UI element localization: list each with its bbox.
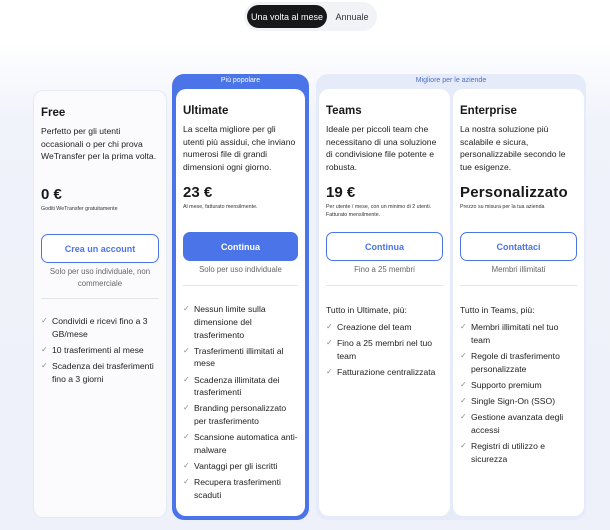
feature-text: Single Sign-On (SSO) — [471, 395, 556, 406]
plan-name: Free — [41, 107, 66, 119]
check-icon: ✓ — [460, 379, 467, 389]
continue-button[interactable]: Continua — [326, 232, 443, 261]
business-banner: Migliore per le aziende — [415, 77, 487, 84]
feature-text: Fino a 25 membri nel tuo team — [337, 338, 433, 361]
price-note: Goditi WeTransfer gratuitamente — [41, 206, 118, 212]
feature-item — [326, 337, 443, 363]
plan-price: 0 € — [41, 186, 62, 203]
feature-item — [183, 431, 298, 457]
popular-banner: Più popolare — [220, 77, 261, 84]
feature-item — [460, 379, 577, 392]
contact-button[interactable]: Contattaci — [460, 232, 577, 261]
monthly-option[interactable]: Una volta al mese — [247, 5, 327, 28]
feature-item — [460, 440, 577, 466]
check-icon: ✓ — [183, 461, 190, 471]
feature-item — [460, 411, 577, 437]
plan-price: Personalizzato — [460, 184, 568, 201]
check-icon: ✓ — [183, 403, 190, 413]
plan-name: Enterprise — [460, 105, 517, 117]
divider — [41, 298, 159, 299]
feature-text: Creazione del team — [337, 322, 412, 332]
check-icon: ✓ — [41, 360, 48, 370]
features-intro: Tutto in Ultimate, più: — [326, 305, 407, 315]
feature-list — [460, 321, 577, 469]
feature-text: Nessun limite sulla dimensione del trasferimento — [194, 304, 266, 340]
plan-description: La nostra soluzione più scalabile e sicura, personalizzabile secondo le tue esigenze. — [460, 124, 566, 172]
feature-text: 10 trasferimenti al mese — [52, 344, 144, 355]
feature-text: Registri di utilizzo e sicurezza — [471, 440, 546, 464]
feature-text: Trasferimenti illimitati al mese — [194, 345, 284, 369]
check-icon: ✓ — [183, 432, 190, 442]
check-icon: ✓ — [460, 411, 467, 421]
divider — [460, 285, 577, 286]
feature-text: Branding personalizzato per trasferimento — [194, 403, 287, 427]
plan-description: Perfetto per gli utenti occasionali o per chi prova WeTransfer per la prima volta. — [41, 126, 157, 162]
feature-item — [41, 344, 159, 357]
plan-description: Ideale per piccoli team che necessitano di una soluzione di condivisione file potente e robusta. — [326, 124, 437, 172]
plan-name: Ultimate — [183, 105, 229, 117]
feature-text: Supporto premium — [471, 379, 542, 390]
price-note: Prezzo su misura per la tua azienda — [460, 204, 545, 210]
plan-name: Teams — [326, 105, 362, 117]
plan-description: La scelta migliore per gli utenti più assidui, che inviano numerosi file di grandi dimensioni ogni giorno. — [183, 124, 296, 172]
create-account-button[interactable]: Crea un account — [41, 234, 159, 263]
plan-card-teams — [319, 89, 450, 516]
divider — [183, 285, 298, 286]
annual-option[interactable]: Annuale — [335, 11, 369, 22]
plan-subtext: Solo per uso individuale, non commerciale — [49, 267, 151, 288]
feature-item — [326, 366, 443, 379]
feature-list — [183, 303, 298, 505]
price-note: Per utente / mese, con un minimo di 2 utenti. Fatturato mensilmente. — [326, 204, 432, 218]
plan-subtext: Fino a 25 membri — [354, 265, 415, 274]
check-icon: ✓ — [460, 440, 467, 450]
feature-text: Vantaggi per gli iscritti — [194, 461, 278, 472]
feature-item — [326, 321, 443, 334]
feature-list — [41, 315, 159, 389]
feature-text: Fatturazione centralizzata — [337, 366, 436, 377]
continue-button[interactable]: Continua — [183, 232, 298, 261]
check-icon: ✓ — [183, 304, 190, 313]
check-icon: ✓ — [183, 374, 190, 384]
feature-text: Membri illimitati nel tuo team — [471, 322, 559, 345]
feature-item — [183, 460, 298, 473]
check-icon: ✓ — [460, 395, 467, 405]
feature-item — [183, 402, 298, 428]
check-icon: ✓ — [460, 322, 467, 331]
check-icon: ✓ — [326, 338, 333, 348]
check-icon: ✓ — [460, 350, 467, 360]
plan-card-free — [33, 90, 167, 518]
feature-text: Regole di trasferimento personalizzate — [471, 350, 560, 374]
check-icon: ✓ — [183, 477, 190, 487]
feature-item — [183, 476, 298, 502]
check-icon: ✓ — [326, 322, 333, 331]
feature-text: Condividi e ricevi fino a 3 GB/mese — [52, 316, 148, 339]
plan-card-enterprise — [453, 89, 584, 516]
feature-text: Scadenza illimitata dei trasferimenti — [194, 374, 280, 398]
features-intro: Tutto in Teams, più: — [460, 305, 535, 315]
check-icon: ✓ — [183, 345, 190, 355]
price-note: Al mese, fatturato mensilmente. — [183, 204, 258, 210]
feature-item — [183, 374, 298, 400]
feature-text: Recupera trasferimenti scaduti — [194, 477, 281, 501]
feature-item — [183, 303, 298, 341]
feature-item — [460, 321, 577, 347]
check-icon: ✓ — [326, 366, 333, 376]
feature-text: Gestione avanzata degli accessi — [471, 411, 564, 435]
plan-subtext: Membri illimitati — [491, 265, 546, 274]
billing-toggle — [244, 2, 377, 31]
divider — [326, 285, 443, 286]
feature-item — [460, 350, 577, 376]
feature-item — [460, 395, 577, 408]
check-icon: ✓ — [41, 316, 48, 325]
plan-price: 19 € — [326, 184, 356, 201]
feature-item — [41, 315, 159, 341]
feature-text: Scansione automatica anti-malware — [194, 432, 298, 456]
feature-item — [41, 360, 159, 386]
check-icon: ✓ — [41, 344, 48, 354]
feature-list — [326, 321, 443, 382]
feature-item — [183, 345, 298, 371]
plan-price: 23 € — [183, 184, 213, 201]
plan-subtext: Solo per uso individuale — [199, 265, 282, 274]
feature-text: Scadenza dei trasferimenti fino a 3 giorni — [52, 360, 154, 384]
plan-card-ultimate — [176, 89, 305, 516]
